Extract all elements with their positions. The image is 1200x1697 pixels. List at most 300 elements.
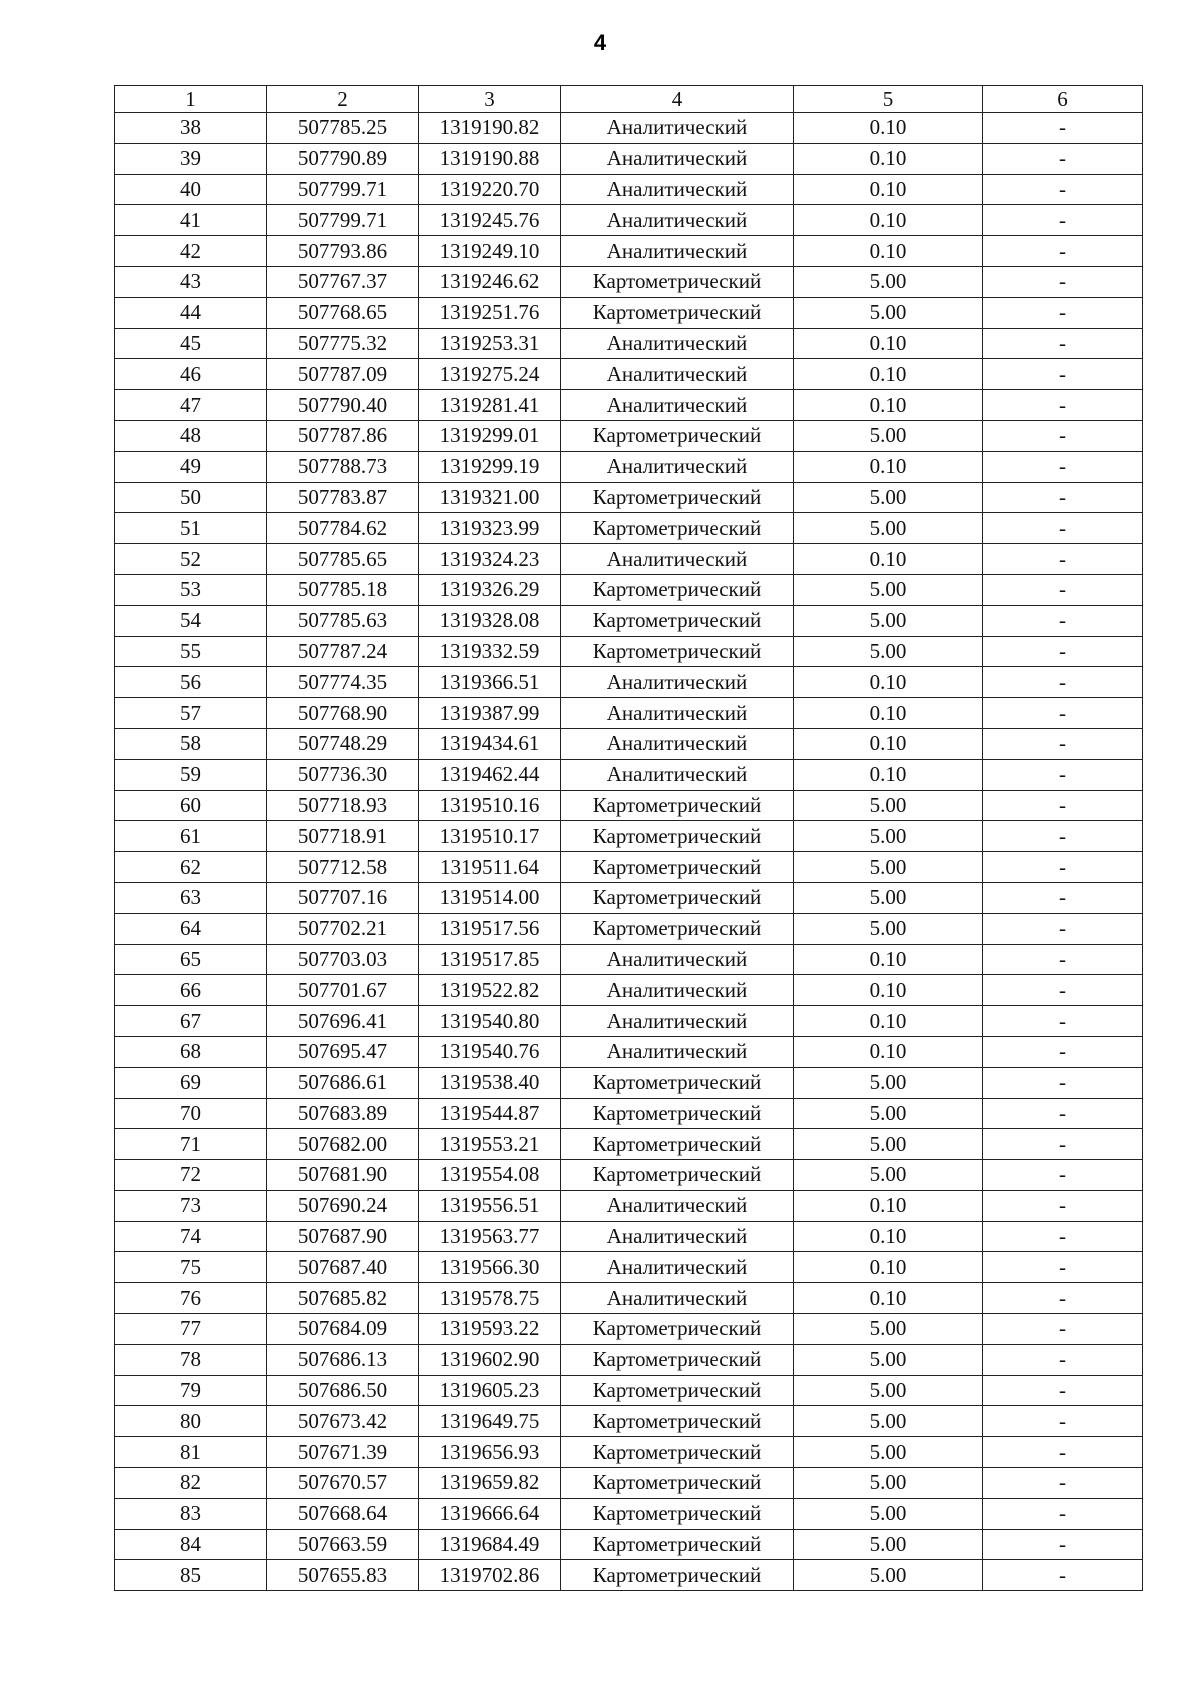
y-coordinate-cell: 1319245.76 bbox=[419, 205, 561, 236]
x-coordinate-cell: 507696.41 bbox=[267, 1006, 419, 1037]
description-cell: - bbox=[983, 390, 1143, 421]
method-cell: Аналитический bbox=[561, 328, 794, 359]
table-row bbox=[115, 944, 1143, 975]
accuracy-cell: 5.00 bbox=[794, 1375, 983, 1406]
table-row bbox=[115, 482, 1143, 513]
point-number-cell: 50 bbox=[115, 482, 267, 513]
y-coordinate-cell: 1319190.82 bbox=[419, 113, 561, 144]
table-row bbox=[115, 420, 1143, 451]
accuracy-cell: 0.10 bbox=[794, 205, 983, 236]
method-cell: Картометрический bbox=[561, 1067, 794, 1098]
description-cell: - bbox=[983, 1406, 1143, 1437]
table-row bbox=[115, 1036, 1143, 1067]
accuracy-cell: 0.10 bbox=[794, 698, 983, 729]
point-number-cell: 60 bbox=[115, 790, 267, 821]
column-header: 4 bbox=[561, 86, 794, 113]
description-cell: - bbox=[983, 1098, 1143, 1129]
accuracy-cell: 0.10 bbox=[794, 667, 983, 698]
x-coordinate-cell: 507774.35 bbox=[267, 667, 419, 698]
description-cell: - bbox=[983, 636, 1143, 667]
x-coordinate-cell: 507775.32 bbox=[267, 328, 419, 359]
x-coordinate-cell: 507702.21 bbox=[267, 913, 419, 944]
y-coordinate-cell: 1319190.88 bbox=[419, 143, 561, 174]
accuracy-cell: 0.10 bbox=[794, 1221, 983, 1252]
table-row bbox=[115, 821, 1143, 852]
accuracy-cell: 0.10 bbox=[794, 143, 983, 174]
description-cell: - bbox=[983, 544, 1143, 575]
x-coordinate-cell: 507768.65 bbox=[267, 297, 419, 328]
y-coordinate-cell: 1319556.51 bbox=[419, 1190, 561, 1221]
table-row bbox=[115, 605, 1143, 636]
y-coordinate-cell: 1319332.59 bbox=[419, 636, 561, 667]
accuracy-cell: 5.00 bbox=[794, 513, 983, 544]
point-number-cell: 73 bbox=[115, 1190, 267, 1221]
point-number-cell: 64 bbox=[115, 913, 267, 944]
method-cell: Картометрический bbox=[561, 482, 794, 513]
accuracy-cell: 0.10 bbox=[794, 1006, 983, 1037]
x-coordinate-cell: 507718.91 bbox=[267, 821, 419, 852]
x-coordinate-cell: 507663.59 bbox=[267, 1529, 419, 1560]
table-row bbox=[115, 913, 1143, 944]
table-row bbox=[115, 882, 1143, 913]
column-header: 1 bbox=[115, 86, 267, 113]
method-cell: Аналитический bbox=[561, 1283, 794, 1314]
y-coordinate-cell: 1319323.99 bbox=[419, 513, 561, 544]
point-number-cell: 54 bbox=[115, 605, 267, 636]
point-number-cell: 72 bbox=[115, 1160, 267, 1191]
table-row bbox=[115, 728, 1143, 759]
point-number-cell: 44 bbox=[115, 297, 267, 328]
table-body bbox=[115, 113, 1143, 1591]
column-header: 6 bbox=[983, 86, 1143, 113]
accuracy-cell: 0.10 bbox=[794, 328, 983, 359]
method-cell: Картометрический bbox=[561, 1375, 794, 1406]
table-row bbox=[115, 1098, 1143, 1129]
x-coordinate-cell: 507681.90 bbox=[267, 1160, 419, 1191]
description-cell: - bbox=[983, 1498, 1143, 1529]
x-coordinate-cell: 507673.42 bbox=[267, 1406, 419, 1437]
point-number-cell: 65 bbox=[115, 944, 267, 975]
accuracy-cell: 5.00 bbox=[794, 1529, 983, 1560]
method-cell: Картометрический bbox=[561, 1529, 794, 1560]
x-coordinate-cell: 507793.86 bbox=[267, 236, 419, 267]
method-cell: Картометрический bbox=[561, 1560, 794, 1591]
method-cell: Картометрический bbox=[561, 882, 794, 913]
table-row bbox=[115, 1437, 1143, 1468]
table-row bbox=[115, 205, 1143, 236]
accuracy-cell: 5.00 bbox=[794, 636, 983, 667]
description-cell: - bbox=[983, 1160, 1143, 1191]
point-number-cell: 70 bbox=[115, 1098, 267, 1129]
description-cell: - bbox=[983, 205, 1143, 236]
table-row bbox=[115, 328, 1143, 359]
y-coordinate-cell: 1319434.61 bbox=[419, 728, 561, 759]
x-coordinate-cell: 507790.89 bbox=[267, 143, 419, 174]
y-coordinate-cell: 1319253.31 bbox=[419, 328, 561, 359]
description-cell: - bbox=[983, 1221, 1143, 1252]
description-cell: - bbox=[983, 1560, 1143, 1591]
point-number-cell: 78 bbox=[115, 1344, 267, 1375]
y-coordinate-cell: 1319517.56 bbox=[419, 913, 561, 944]
method-cell: Аналитический bbox=[561, 1006, 794, 1037]
point-number-cell: 84 bbox=[115, 1529, 267, 1560]
point-number-cell: 81 bbox=[115, 1437, 267, 1468]
method-cell: Картометрический bbox=[561, 266, 794, 297]
table-row bbox=[115, 698, 1143, 729]
y-coordinate-cell: 1319517.85 bbox=[419, 944, 561, 975]
method-cell: Аналитический bbox=[561, 390, 794, 421]
accuracy-cell: 5.00 bbox=[794, 790, 983, 821]
method-cell: Аналитический bbox=[561, 359, 794, 390]
y-coordinate-cell: 1319387.99 bbox=[419, 698, 561, 729]
table-row bbox=[115, 1252, 1143, 1283]
table-row bbox=[115, 1006, 1143, 1037]
table-row bbox=[115, 236, 1143, 267]
description-cell: - bbox=[983, 852, 1143, 883]
accuracy-cell: 5.00 bbox=[794, 482, 983, 513]
point-number-cell: 45 bbox=[115, 328, 267, 359]
x-coordinate-cell: 507767.37 bbox=[267, 266, 419, 297]
point-number-cell: 69 bbox=[115, 1067, 267, 1098]
accuracy-cell: 0.10 bbox=[794, 728, 983, 759]
y-coordinate-cell: 1319566.30 bbox=[419, 1252, 561, 1283]
accuracy-cell: 0.10 bbox=[794, 113, 983, 144]
table-row bbox=[115, 1067, 1143, 1098]
accuracy-cell: 5.00 bbox=[794, 1344, 983, 1375]
x-coordinate-cell: 507685.82 bbox=[267, 1283, 419, 1314]
y-coordinate-cell: 1319366.51 bbox=[419, 667, 561, 698]
point-number-cell: 80 bbox=[115, 1406, 267, 1437]
method-cell: Аналитический bbox=[561, 759, 794, 790]
accuracy-cell: 0.10 bbox=[794, 1283, 983, 1314]
y-coordinate-cell: 1319275.24 bbox=[419, 359, 561, 390]
point-number-cell: 61 bbox=[115, 821, 267, 852]
accuracy-cell: 0.10 bbox=[794, 451, 983, 482]
point-number-cell: 56 bbox=[115, 667, 267, 698]
point-number-cell: 57 bbox=[115, 698, 267, 729]
table-row bbox=[115, 1160, 1143, 1191]
table-row bbox=[115, 1498, 1143, 1529]
y-coordinate-cell: 1319649.75 bbox=[419, 1406, 561, 1437]
method-cell: Аналитический bbox=[561, 1221, 794, 1252]
description-cell: - bbox=[983, 451, 1143, 482]
description-cell: - bbox=[983, 174, 1143, 205]
point-number-cell: 53 bbox=[115, 574, 267, 605]
accuracy-cell: 5.00 bbox=[794, 1160, 983, 1191]
method-cell: Картометрический bbox=[561, 605, 794, 636]
x-coordinate-cell: 507783.87 bbox=[267, 482, 419, 513]
method-cell: Картометрический bbox=[561, 1468, 794, 1499]
y-coordinate-cell: 1319321.00 bbox=[419, 482, 561, 513]
point-number-cell: 67 bbox=[115, 1006, 267, 1037]
accuracy-cell: 5.00 bbox=[794, 1098, 983, 1129]
point-number-cell: 38 bbox=[115, 113, 267, 144]
point-number-cell: 83 bbox=[115, 1498, 267, 1529]
accuracy-cell: 0.10 bbox=[794, 544, 983, 575]
description-cell: - bbox=[983, 574, 1143, 605]
method-cell: Картометрический bbox=[561, 1406, 794, 1437]
x-coordinate-cell: 507670.57 bbox=[267, 1468, 419, 1499]
x-coordinate-cell: 507684.09 bbox=[267, 1314, 419, 1345]
x-coordinate-cell: 507671.39 bbox=[267, 1437, 419, 1468]
accuracy-cell: 5.00 bbox=[794, 821, 983, 852]
method-cell: Аналитический bbox=[561, 451, 794, 482]
point-number-cell: 40 bbox=[115, 174, 267, 205]
table-row bbox=[115, 1529, 1143, 1560]
accuracy-cell: 5.00 bbox=[794, 1067, 983, 1098]
table-row bbox=[115, 1283, 1143, 1314]
description-cell: - bbox=[983, 944, 1143, 975]
y-coordinate-cell: 1319593.22 bbox=[419, 1314, 561, 1345]
method-cell: Картометрический bbox=[561, 1344, 794, 1375]
method-cell: Аналитический bbox=[561, 728, 794, 759]
description-cell: - bbox=[983, 266, 1143, 297]
point-number-cell: 85 bbox=[115, 1560, 267, 1591]
method-cell: Аналитический bbox=[561, 944, 794, 975]
table-row bbox=[115, 790, 1143, 821]
accuracy-cell: 5.00 bbox=[794, 913, 983, 944]
y-coordinate-cell: 1319510.17 bbox=[419, 821, 561, 852]
accuracy-cell: 5.00 bbox=[794, 882, 983, 913]
description-cell: - bbox=[983, 1252, 1143, 1283]
method-cell: Аналитический bbox=[561, 113, 794, 144]
y-coordinate-cell: 1319249.10 bbox=[419, 236, 561, 267]
table-row bbox=[115, 636, 1143, 667]
method-cell: Аналитический bbox=[561, 667, 794, 698]
x-coordinate-cell: 507784.62 bbox=[267, 513, 419, 544]
description-cell: - bbox=[983, 1036, 1143, 1067]
coordinates-table bbox=[114, 85, 1143, 1591]
x-coordinate-cell: 507787.09 bbox=[267, 359, 419, 390]
y-coordinate-cell: 1319299.01 bbox=[419, 420, 561, 451]
x-coordinate-cell: 507748.29 bbox=[267, 728, 419, 759]
table-row bbox=[115, 390, 1143, 421]
description-cell: - bbox=[983, 236, 1143, 267]
point-number-cell: 51 bbox=[115, 513, 267, 544]
point-number-cell: 66 bbox=[115, 975, 267, 1006]
accuracy-cell: 5.00 bbox=[794, 1129, 983, 1160]
point-number-cell: 47 bbox=[115, 390, 267, 421]
table-row bbox=[115, 1129, 1143, 1160]
y-coordinate-cell: 1319514.00 bbox=[419, 882, 561, 913]
accuracy-cell: 0.10 bbox=[794, 1036, 983, 1067]
description-cell: - bbox=[983, 1437, 1143, 1468]
y-coordinate-cell: 1319656.93 bbox=[419, 1437, 561, 1468]
accuracy-cell: 0.10 bbox=[794, 236, 983, 267]
description-cell: - bbox=[983, 420, 1143, 451]
accuracy-cell: 0.10 bbox=[794, 944, 983, 975]
x-coordinate-cell: 507686.61 bbox=[267, 1067, 419, 1098]
table-row bbox=[115, 513, 1143, 544]
column-header: 2 bbox=[267, 86, 419, 113]
table-row bbox=[115, 667, 1143, 698]
column-header: 5 bbox=[794, 86, 983, 113]
method-cell: Картометрический bbox=[561, 1498, 794, 1529]
y-coordinate-cell: 1319553.21 bbox=[419, 1129, 561, 1160]
y-coordinate-cell: 1319510.16 bbox=[419, 790, 561, 821]
y-coordinate-cell: 1319220.70 bbox=[419, 174, 561, 205]
table-row bbox=[115, 143, 1143, 174]
method-cell: Аналитический bbox=[561, 975, 794, 1006]
description-cell: - bbox=[983, 1529, 1143, 1560]
description-cell: - bbox=[983, 882, 1143, 913]
table-row bbox=[115, 451, 1143, 482]
description-cell: - bbox=[983, 143, 1143, 174]
y-coordinate-cell: 1319281.41 bbox=[419, 390, 561, 421]
description-cell: - bbox=[983, 790, 1143, 821]
accuracy-cell: 0.10 bbox=[794, 975, 983, 1006]
y-coordinate-cell: 1319522.82 bbox=[419, 975, 561, 1006]
x-coordinate-cell: 507785.18 bbox=[267, 574, 419, 605]
description-cell: - bbox=[983, 482, 1143, 513]
table-row bbox=[115, 759, 1143, 790]
x-coordinate-cell: 507707.16 bbox=[267, 882, 419, 913]
accuracy-cell: 5.00 bbox=[794, 1468, 983, 1499]
x-coordinate-cell: 507682.00 bbox=[267, 1129, 419, 1160]
column-header: 3 bbox=[419, 86, 561, 113]
description-cell: - bbox=[983, 1344, 1143, 1375]
accuracy-cell: 5.00 bbox=[794, 1314, 983, 1345]
description-cell: - bbox=[983, 1314, 1143, 1345]
method-cell: Картометрический bbox=[561, 1314, 794, 1345]
y-coordinate-cell: 1319538.40 bbox=[419, 1067, 561, 1098]
accuracy-cell: 5.00 bbox=[794, 1437, 983, 1468]
x-coordinate-cell: 507799.71 bbox=[267, 205, 419, 236]
accuracy-cell: 5.00 bbox=[794, 574, 983, 605]
table-row bbox=[115, 1221, 1143, 1252]
x-coordinate-cell: 507683.89 bbox=[267, 1098, 419, 1129]
x-coordinate-cell: 507712.58 bbox=[267, 852, 419, 883]
point-number-cell: 74 bbox=[115, 1221, 267, 1252]
description-cell: - bbox=[983, 728, 1143, 759]
table-row bbox=[115, 852, 1143, 883]
description-cell: - bbox=[983, 759, 1143, 790]
method-cell: Аналитический bbox=[561, 1190, 794, 1221]
y-coordinate-cell: 1319578.75 bbox=[419, 1283, 561, 1314]
method-cell: Аналитический bbox=[561, 174, 794, 205]
method-cell: Аналитический bbox=[561, 698, 794, 729]
table-row bbox=[115, 266, 1143, 297]
table-row bbox=[115, 544, 1143, 575]
x-coordinate-cell: 507668.64 bbox=[267, 1498, 419, 1529]
accuracy-cell: 5.00 bbox=[794, 605, 983, 636]
description-cell: - bbox=[983, 513, 1143, 544]
table-row bbox=[115, 297, 1143, 328]
method-cell: Картометрический bbox=[561, 574, 794, 605]
point-number-cell: 43 bbox=[115, 266, 267, 297]
accuracy-cell: 0.10 bbox=[794, 1190, 983, 1221]
point-number-cell: 71 bbox=[115, 1129, 267, 1160]
x-coordinate-cell: 507787.86 bbox=[267, 420, 419, 451]
description-cell: - bbox=[983, 667, 1143, 698]
method-cell: Картометрический bbox=[561, 1437, 794, 1468]
point-number-cell: 79 bbox=[115, 1375, 267, 1406]
accuracy-cell: 5.00 bbox=[794, 297, 983, 328]
table-row bbox=[115, 174, 1143, 205]
description-cell: - bbox=[983, 113, 1143, 144]
description-cell: - bbox=[983, 605, 1143, 636]
description-cell: - bbox=[983, 975, 1143, 1006]
point-number-cell: 76 bbox=[115, 1283, 267, 1314]
accuracy-cell: 0.10 bbox=[794, 759, 983, 790]
point-number-cell: 49 bbox=[115, 451, 267, 482]
y-coordinate-cell: 1319554.08 bbox=[419, 1160, 561, 1191]
point-number-cell: 52 bbox=[115, 544, 267, 575]
point-number-cell: 75 bbox=[115, 1252, 267, 1283]
point-number-cell: 68 bbox=[115, 1036, 267, 1067]
y-coordinate-cell: 1319659.82 bbox=[419, 1468, 561, 1499]
method-cell: Картометрический bbox=[561, 821, 794, 852]
y-coordinate-cell: 1319511.64 bbox=[419, 852, 561, 883]
accuracy-cell: 5.00 bbox=[794, 852, 983, 883]
point-number-cell: 39 bbox=[115, 143, 267, 174]
x-coordinate-cell: 507701.67 bbox=[267, 975, 419, 1006]
description-cell: - bbox=[983, 1190, 1143, 1221]
y-coordinate-cell: 1319328.08 bbox=[419, 605, 561, 636]
table-row bbox=[115, 1560, 1143, 1591]
y-coordinate-cell: 1319246.62 bbox=[419, 266, 561, 297]
method-cell: Аналитический bbox=[561, 1252, 794, 1283]
point-number-cell: 59 bbox=[115, 759, 267, 790]
table-header-row bbox=[115, 86, 1143, 113]
y-coordinate-cell: 1319540.76 bbox=[419, 1036, 561, 1067]
method-cell: Картометрический bbox=[561, 852, 794, 883]
method-cell: Аналитический bbox=[561, 1036, 794, 1067]
point-number-cell: 46 bbox=[115, 359, 267, 390]
y-coordinate-cell: 1319563.77 bbox=[419, 1221, 561, 1252]
x-coordinate-cell: 507787.24 bbox=[267, 636, 419, 667]
description-cell: - bbox=[983, 913, 1143, 944]
point-number-cell: 41 bbox=[115, 205, 267, 236]
method-cell: Аналитический bbox=[561, 143, 794, 174]
table-row bbox=[115, 1314, 1143, 1345]
description-cell: - bbox=[983, 698, 1143, 729]
method-cell: Картометрический bbox=[561, 1129, 794, 1160]
accuracy-cell: 5.00 bbox=[794, 1560, 983, 1591]
x-coordinate-cell: 507695.47 bbox=[267, 1036, 419, 1067]
method-cell: Аналитический bbox=[561, 236, 794, 267]
description-cell: - bbox=[983, 1375, 1143, 1406]
y-coordinate-cell: 1319666.64 bbox=[419, 1498, 561, 1529]
method-cell: Аналитический bbox=[561, 544, 794, 575]
x-coordinate-cell: 507768.90 bbox=[267, 698, 419, 729]
x-coordinate-cell: 507686.50 bbox=[267, 1375, 419, 1406]
accuracy-cell: 5.00 bbox=[794, 266, 983, 297]
y-coordinate-cell: 1319251.76 bbox=[419, 297, 561, 328]
x-coordinate-cell: 507703.03 bbox=[267, 944, 419, 975]
y-coordinate-cell: 1319684.49 bbox=[419, 1529, 561, 1560]
y-coordinate-cell: 1319602.90 bbox=[419, 1344, 561, 1375]
table-row bbox=[115, 1406, 1143, 1437]
x-coordinate-cell: 507788.73 bbox=[267, 451, 419, 482]
point-number-cell: 48 bbox=[115, 420, 267, 451]
accuracy-cell: 0.10 bbox=[794, 174, 983, 205]
x-coordinate-cell: 507790.40 bbox=[267, 390, 419, 421]
x-coordinate-cell: 507799.71 bbox=[267, 174, 419, 205]
description-cell: - bbox=[983, 1067, 1143, 1098]
method-cell: Картометрический bbox=[561, 420, 794, 451]
point-number-cell: 42 bbox=[115, 236, 267, 267]
y-coordinate-cell: 1319702.86 bbox=[419, 1560, 561, 1591]
y-coordinate-cell: 1319299.19 bbox=[419, 451, 561, 482]
accuracy-cell: 0.10 bbox=[794, 359, 983, 390]
x-coordinate-cell: 507687.40 bbox=[267, 1252, 419, 1283]
x-coordinate-cell: 507686.13 bbox=[267, 1344, 419, 1375]
table-row bbox=[115, 1468, 1143, 1499]
x-coordinate-cell: 507690.24 bbox=[267, 1190, 419, 1221]
page-number: 4 bbox=[593, 30, 607, 55]
y-coordinate-cell: 1319326.29 bbox=[419, 574, 561, 605]
